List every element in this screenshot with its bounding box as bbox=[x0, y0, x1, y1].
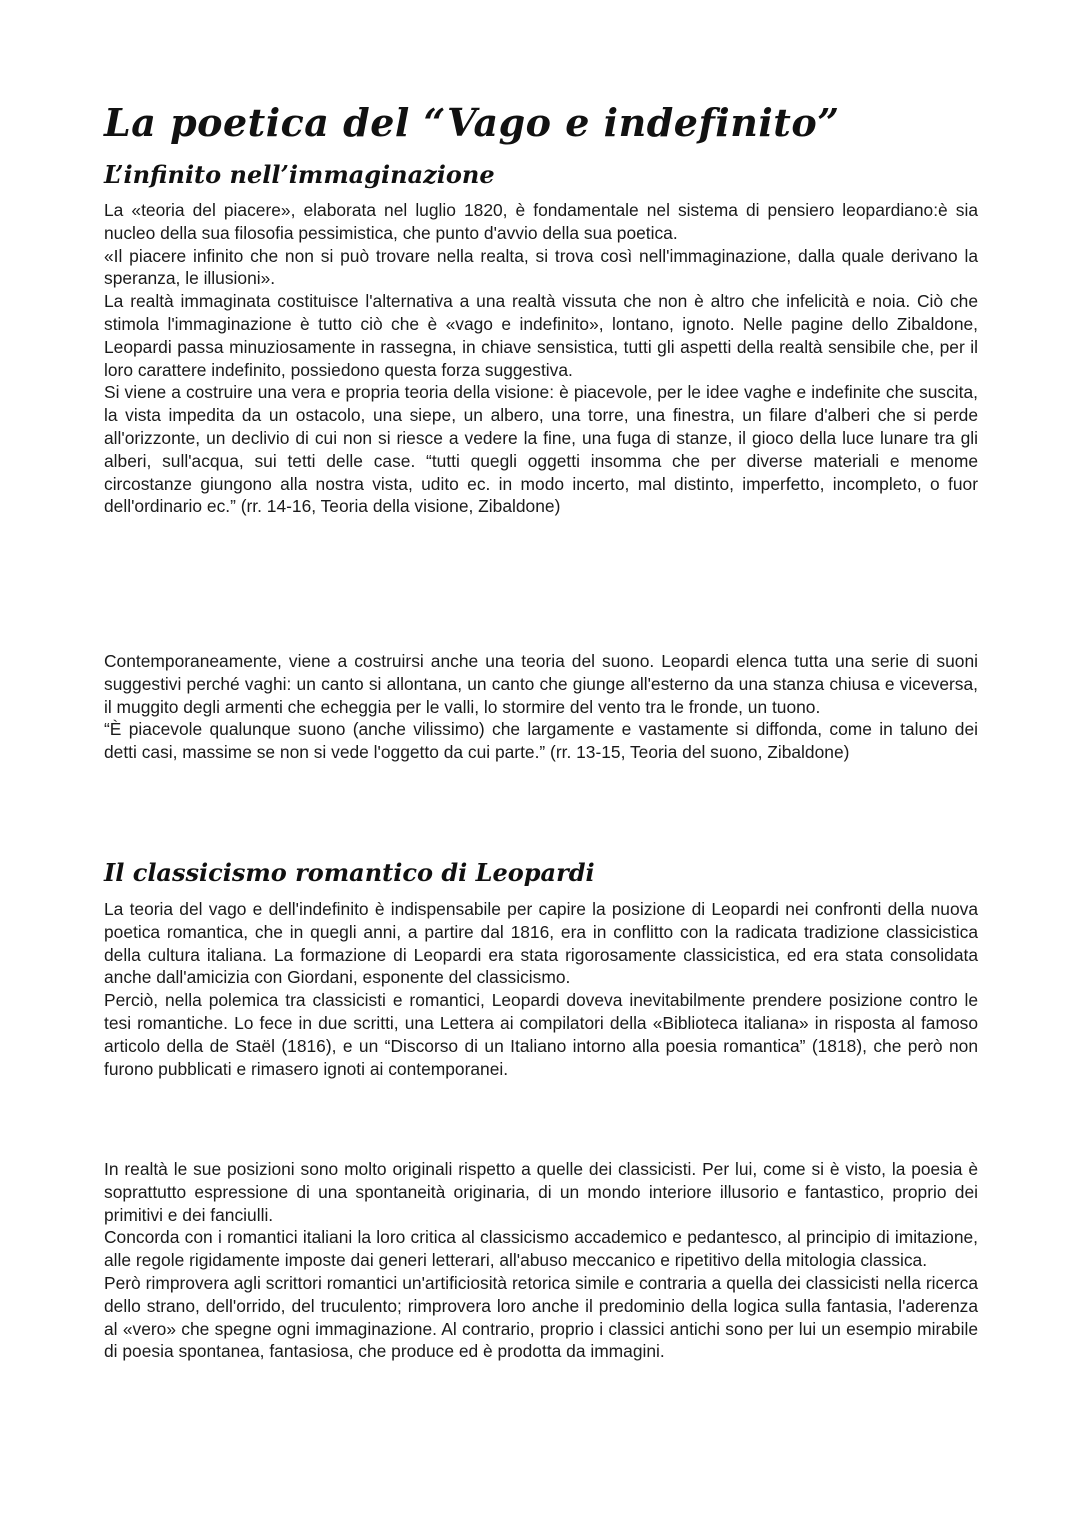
paragraph: La teoria del vago e dell'indefinito è indispensabile per capire la posizione di Leopardi nei confronti della nuova poetica romantica, che in quegli anni, a partire dal 1816, era in conflitto con la radicata tradizione classicistica della cultura italiana. La formazione di Leopardi era stata rigorosamente classicistica, ed era stata consolidata anche dall'amicizia con Giordani, esponente del classicismo. bbox=[104, 899, 978, 988]
paragraph: La «teoria del piacere», elaborata nel luglio 1820, è fondamentale nel sistema di pensiero leopardiano:è sia nucleo della sua filosofia pessimistica, che punto d'avvio della sua poetica. bbox=[104, 200, 978, 243]
paragraph: «Il piacere infinito che non si può trovare nella realta, si trova così nell'immaginazione, dalla quale derivano la speranza, le illusioni». bbox=[104, 245, 978, 289]
paragraph: In realtà le sue posizioni sono molto originali rispetto a quelle dei classicisti. Per lui, come si è visto, la poesia è soprattutto espressione di una spontaneità originaria, di un mondo interiore illusorio e fantastico, proprio dei primitivi e dei fanciulli. bbox=[104, 1159, 978, 1225]
paragraph: La realtà immaginata costituisce l'alternativa a una realtà vissuta che non è altro che infelicità e noia. Ciò che stimola l'immaginazione è tutto ciò che è «vago e indefinito», lontano, ignoto. Nelle pagine dello Zibaldone, Leopardi passa minuziosamente in rassegna, in chiave sensistica, tutti gli aspetti della realtà sensibile che, per il loro carattere indefinito, possiedono questa forza suggestiva. bbox=[104, 291, 978, 380]
paragraph: Perciò, nella polemica tra classicisti e romantici, Leopardi doveva inevitabilmente prendere posizione contro le tesi romantiche. Lo fece in due scritti, una Lettera ai compilatori della «Biblioteca italiana» in risposta al famoso articolo della de Staël (1816), e un “Discorso di un Italiano intorno alla poesia romantica” (1818), che però non furono pubblicati e rimasero ignoti ai contemporanei. bbox=[104, 990, 978, 1079]
section-body-posizioni bbox=[104, 1158, 978, 1363]
paragraph: Concorda con i romantici italiani la loro critica al classicismo accademico e pedantesco, al principio di imitazione, alle regole rigidamente imposte dai generi letterari, all'abuso meccanico e ripetitivo della mitologia classica. bbox=[104, 1227, 978, 1271]
paragraph: Si viene a costruire una vera e propria teoria della visione: è piacevole, per le idee vaghe e indefinite che suscita, la vista impedita da un ostacolo, una siepe, un albero, una torre, una finestra, un filare d'alberi che si perde all'orizzonte, un declivio di cui non si riesce a vedere la fine, una fuga di stanze, il gioco della luce lunare tra gli alberi, sull'acqua, sui tetti delle case. “tutti quegli oggetti insomma che per diverse materiali e menome circostanze giungono alla nostra vista, udito ec. in modo incerto, mal distinto, imperfetto, incompleto, o fuor dell'ordinario ec.” (rr. 14-16, Teoria della visione, Zibaldone) bbox=[104, 382, 978, 517]
paragraph: Però rimprovera agli scrittori romantici un'artificiosità retorica simile e contraria a quella dei classicisti nella ricerca dello strano, dell'orrido, del truculento; rimprovera loro anche il predominio della logica sulla fantasia, l'aderenza al «vero» che spegne ogni immaginazione. Al contrario, proprio i classici antichi sono per lui un esempio mirabile di poesia spontanea, fantasiosa, che produce ed è prodotta da immagini. bbox=[104, 1272, 978, 1362]
paragraph: Contemporaneamente, viene a costruirsi anche una teoria del suono. Leopardi elenca tutta una serie di suoni suggestivi perché vaghi: un canto si allontana, un canto che giunge all'esterno da una stanza chiusa e viceversa, il muggito degli armenti che echeggia per le valli, lo stormire del vento tra le fronde, un tuono. bbox=[104, 651, 978, 717]
page-title: La poetica del “Vago e indefinito” bbox=[104, 100, 840, 145]
section-body-infinito bbox=[104, 199, 978, 518]
section-body-classicismo bbox=[104, 898, 978, 1080]
section-body-suono bbox=[104, 650, 978, 764]
section-heading-infinito: L’infinito nell’immaginazione bbox=[104, 160, 495, 189]
paragraph: “È piacevole qualunque suono (anche vilissimo) che largamente e vastamente si diffonda, come in taluno dei detti casi, massime se non si vede l'oggetto da cui parte.” (rr. 13-15, Teoria del suono, Zibaldone) bbox=[104, 719, 978, 763]
section-heading-classicismo: Il classicismo romantico di Leopardi bbox=[104, 858, 595, 887]
